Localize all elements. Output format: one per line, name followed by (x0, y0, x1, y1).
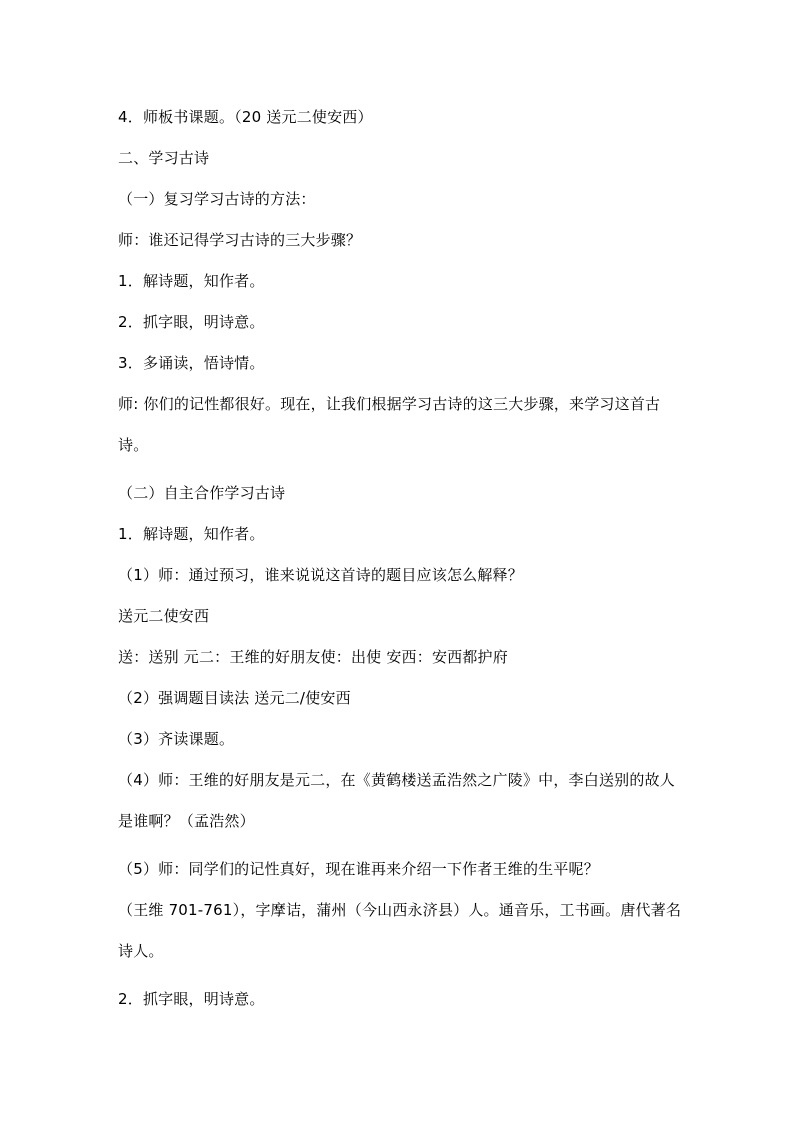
poem-title: 送元二使安西 (118, 607, 210, 625)
paragraph-word-meanings: 送：送别 元二：王维的好朋友使：出使 安西：安西都护府 (118, 648, 508, 666)
paragraph-teacher-praise: 师: 你们的记性都很好。现在，让我们根据学习古诗的这三大步骤，来学习这首古诗。 (118, 395, 661, 454)
paragraph-friend-question: （4）师：王维的好朋友是元二，在《黄鹤楼送孟浩然之广陵》中，李白送别的故人是谁啊？（孟浩然） (118, 771, 675, 830)
paragraph-1: 4．师板书课题。（20 送元二使安西） (118, 108, 373, 126)
step-3: 3．多诵读，悟诗情。 (118, 354, 265, 372)
subsection-heading-review: （一）复习学习古诗的方法： (118, 190, 316, 208)
subsection-heading-self-study: （二）自主合作学习古诗 (118, 484, 286, 502)
document-body (118, 104, 688, 1027)
section-heading-learn-poem: 二、学习古诗 (118, 149, 210, 167)
paragraph-read-together: （3）齐读课题。 (118, 730, 235, 748)
paragraph-teacher-question: 师：谁还记得学习古诗的三大步骤？ (118, 231, 362, 249)
paragraph-author-bio: （王维 701-761），字摩诘，蒲州（今山西永济县）人。通音乐，工书画。唐代著名诗人。 (118, 901, 682, 960)
paragraph-explain-title: （1）师：通过预习，谁来说说这首诗的题目应该怎么解释？ (118, 566, 523, 584)
step-2: 2．抓字眼，明诗意。 (118, 313, 265, 331)
step-1: 1．解诗题，知作者。 (118, 272, 265, 290)
step-1-repeat: 1．解诗题，知作者。 (118, 525, 265, 543)
paragraph-author-intro: （5）师：同学们的记性真好，现在谁再来介绍一下作者王维的生平呢？ (118, 860, 599, 878)
paragraph-title-reading: （2）强调题目读法 送元二/使安西 (118, 689, 351, 707)
step-2-repeat: 2．抓字眼，明诗意。 (118, 990, 265, 1008)
